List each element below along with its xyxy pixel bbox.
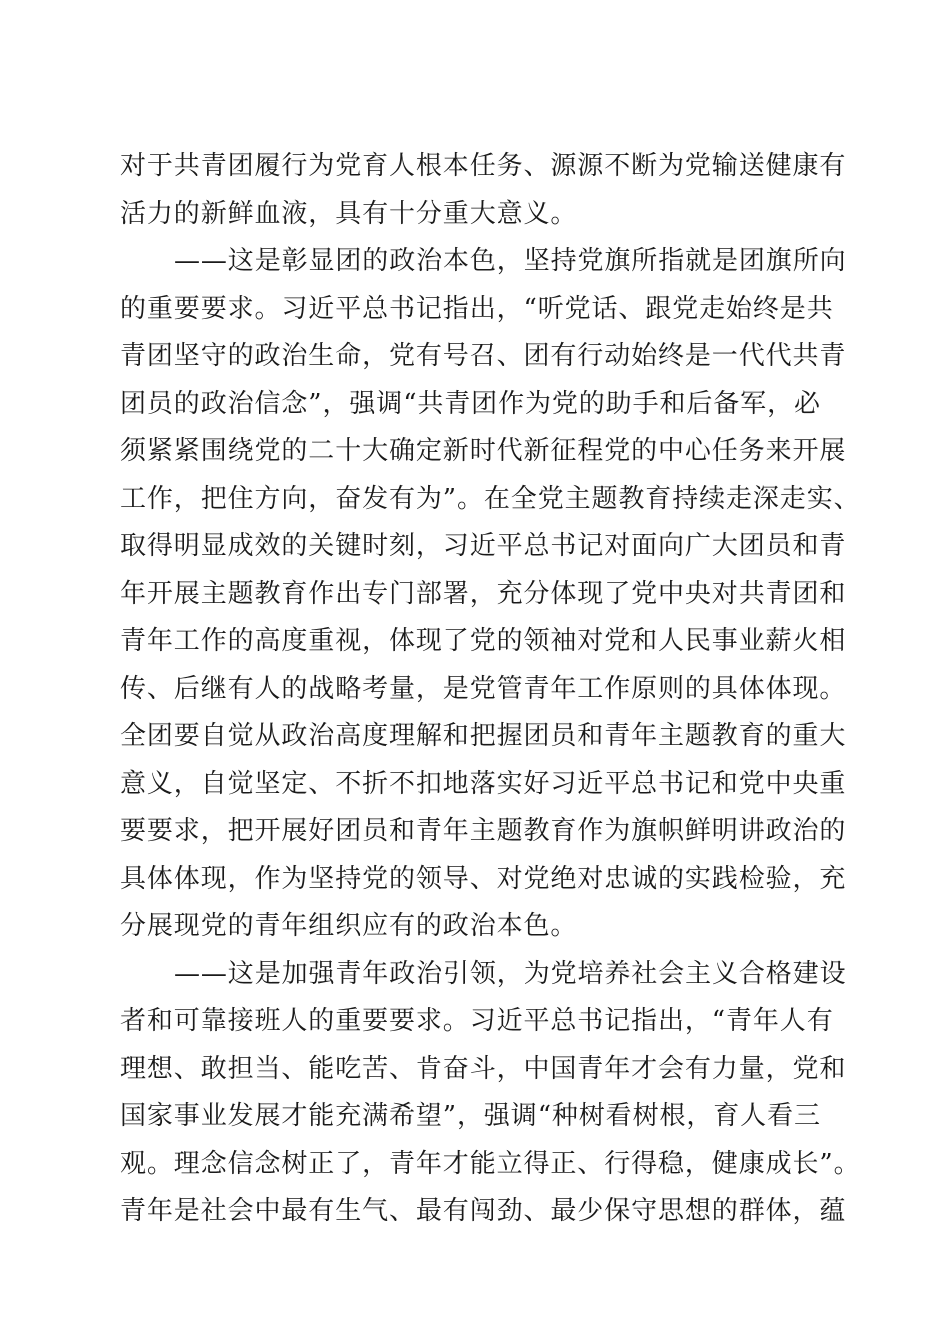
text-line: 青年工作的高度重视，体现了党的领袖对党和人民事业薪火相 <box>120 626 847 656</box>
text-line: 须紧紧围绕党的二十大确定新时代新征程党的中心任务来开展 <box>120 436 847 466</box>
text-line: 活力的新鲜血液，具有十分重大意义。 <box>120 198 578 229</box>
text-line: 工作，把住方向，奋发有为”。在全党主题教育持续走深走实、 <box>120 483 861 514</box>
text-line: 具体体现，作为坚持党的领导、对党绝对忠诚的实践检验，充 <box>120 863 847 894</box>
text-line: 国家事业发展才能充满希望”，强调“种树看树根，育人看三 <box>120 1101 821 1131</box>
text-line: 全团要自觉从政治高度理解和把握团员和青年主题教育的重大 <box>120 721 847 751</box>
text-line: 青年是社会中最有生气、最有闯劲、最少保守思想的群体，蕴 <box>120 1196 847 1226</box>
text-line: 传、后继有人的战略考量，是党管青年工作原则的具体体现。 <box>120 673 847 704</box>
paragraph-start-line: ——这是彰显团的政治本色，坚持党旗所指就是团旗所向 <box>174 246 847 276</box>
text-line: 观。理念信念树正了，青年才能立得正、行得稳，健康成长”。 <box>120 1148 861 1179</box>
text-line: 者和可靠接班人的重要要求。习近平总书记指出，“青年人有 <box>120 1006 834 1036</box>
text-line: 要要求，把开展好团员和青年主题教育作为旗帜鲜明讲政治的 <box>120 816 847 846</box>
body-text <box>120 143 861 1236</box>
text-line: 青团坚守的政治生命，党有号召、团有行动始终是一代代共青 <box>120 341 847 371</box>
text-line: 分展现党的青年组织应有的政治本色。 <box>120 911 578 941</box>
text-line: 意义，自觉坚定、不折不扣地落实好习近平总书记和党中央重 <box>120 768 847 799</box>
paragraph-start-line: ——这是加强青年政治引领，为党培养社会主义合格建设 <box>174 958 847 989</box>
text-line: 取得明显成效的关键时刻，习近平总书记对面向广大团员和青 <box>120 531 847 561</box>
text-line: 对于共青团履行为党育人根本任务、源源不断为党输送健康有 <box>120 151 847 181</box>
text-line: 的重要要求。习近平总书记指出，“听党话、跟党走始终是共 <box>120 293 834 324</box>
text-line: 团员的政治信念”，强调“共青团作为党的助手和后备军，必 <box>120 388 821 419</box>
text-line: 理想、敢担当、能吃苦、肯奋斗，中国青年才会有力量，党和 <box>120 1053 847 1084</box>
text-line: 年开展主题教育作出专门部署，充分体现了党中央对共青团和 <box>120 578 847 609</box>
